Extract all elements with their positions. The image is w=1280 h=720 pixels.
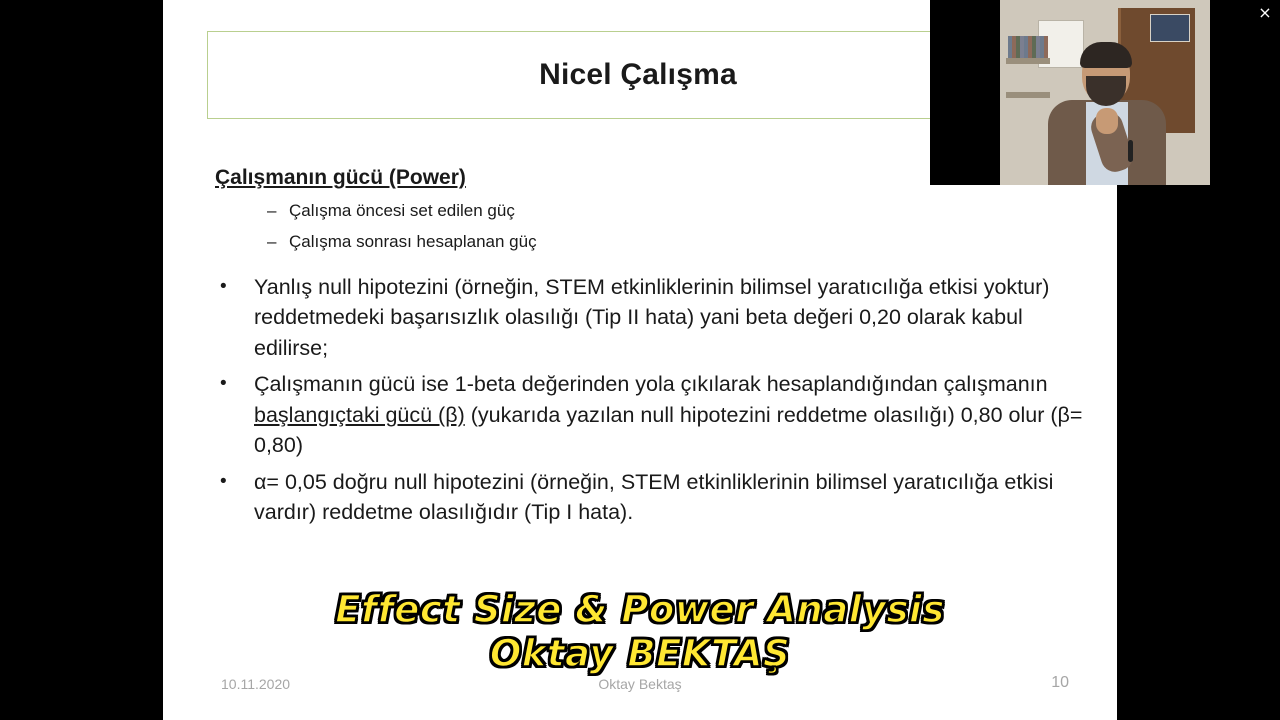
presenter-hair: [1080, 42, 1132, 68]
webcam-video[interactable]: [1000, 0, 1210, 185]
dash-text: Çalışma sonrası hesaplanan güç: [289, 231, 537, 251]
webcam-pip-panel[interactable]: [930, 0, 1280, 185]
slide-title: Nicel Çalışma: [539, 58, 737, 91]
bullet-text: α= 0,05 doğru null hipotezini (örneğin, STEM etkinliklerinin bilimsel yaratıcılığa etkisi vardır) reddetme olasılığıdır (Tip I hata).: [254, 469, 1054, 525]
room-shelf: [1006, 92, 1050, 98]
slide-sub-item: [215, 231, 1095, 254]
slide-bullet: [215, 369, 1095, 461]
close-icon[interactable]: ×: [1258, 3, 1272, 22]
slide-footer-author: Oktay Bektaş: [598, 676, 682, 692]
video-watermark: [163, 588, 1117, 675]
microphone-icon: [1128, 140, 1133, 162]
bullet-text: Yanlış null hipotezini (örneğin, STEM etkinliklerinin bilimsel yaratıcılığa etkisi yoktur) reddetmedeki başarısızlık olasılığı (Tip II hata) yani beta değeri 0,20 olarak kabul edilirse;: [254, 274, 1050, 360]
room-books: [1008, 36, 1048, 58]
dash-marker: –: [267, 201, 277, 220]
slide-bullet: [215, 467, 1095, 528]
dash-text: Çalışma öncesi set edilen güç: [289, 201, 515, 220]
pip-letterbox-left: [930, 0, 1000, 185]
presenter-hand: [1096, 108, 1118, 134]
room-poster: [1150, 14, 1190, 42]
slide-footer-date: 10.11.2020: [221, 676, 291, 692]
watermark-line-1: Effect Size & Power Analysis: [335, 588, 945, 631]
slide-page-number: 10: [1051, 674, 1069, 691]
slide-body: [215, 166, 1095, 534]
dash-marker: –: [267, 231, 277, 251]
slide-heading: Çalışmanın gücü (Power): [215, 166, 466, 189]
pip-letterbox-right: [1210, 0, 1280, 185]
room-shelf: [1006, 58, 1050, 64]
bullet-marker: •: [220, 373, 227, 395]
slide-bullet: [215, 272, 1095, 364]
watermark-line-2: Oktay BEKTAŞ: [489, 631, 791, 675]
bullet-text: Çalışmanın gücü ise 1-beta değerinden yola çıkılarak hesaplandığından çalışmanın başlangıçtaki gücü (β) (yukarıda yazılan null hipotezini reddetme olasılığı) 0,80 olur (β= 0,80): [254, 372, 1083, 458]
bullet-marker: •: [220, 275, 227, 297]
slide-sub-item: [215, 200, 1095, 223]
bullet-marker: •: [220, 470, 227, 492]
